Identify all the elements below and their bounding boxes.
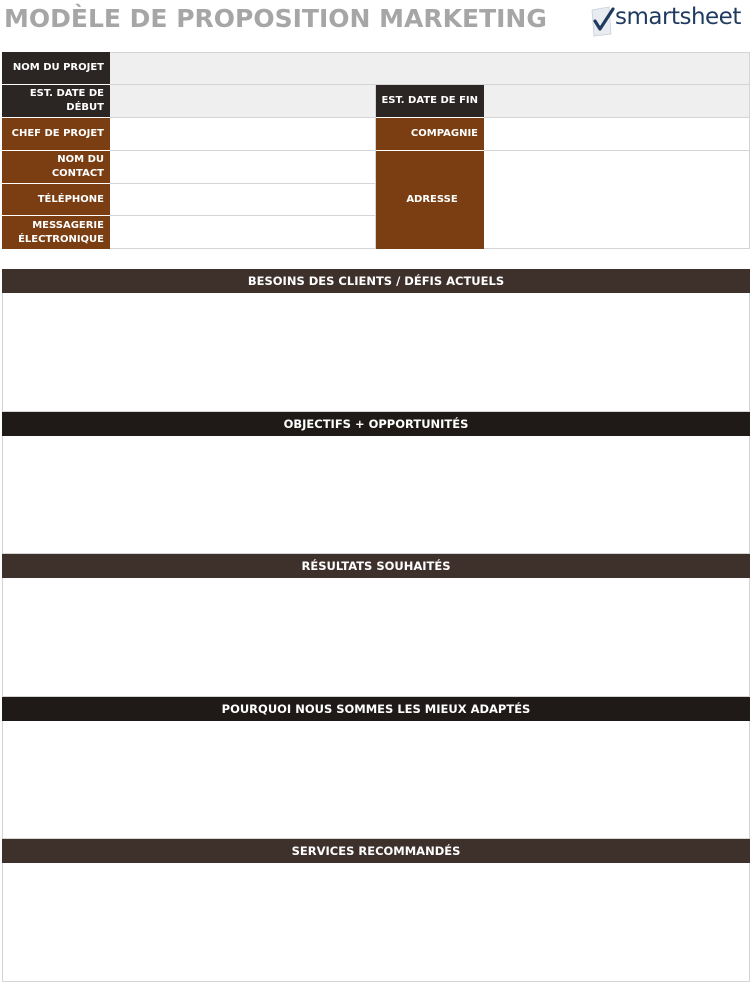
section-body-field[interactable] [2,436,750,554]
section-objectives [2,412,750,554]
address-field[interactable] [484,151,750,249]
project-info-table [2,52,750,249]
start-date-field[interactable] [110,85,376,118]
section-header: POURQUOI NOUS SOMMES LES MIEUX ADAPTÉS [2,697,750,721]
start-date-label: EST. DATE DE DÉBUT [2,85,110,118]
smartsheet-logo [589,2,751,38]
contact-name-label: NOM DU CONTACT [2,151,110,184]
page-title: MODÈLE DE PROPOSITION MARKETING [4,4,547,33]
section-desired-results [2,554,750,697]
project-name-label: NOM DU PROJET [2,52,110,85]
company-label: COMPAGNIE [376,118,484,151]
section-body-field[interactable] [2,863,750,982]
section-body-field[interactable] [2,578,750,697]
end-date-label: EST. DATE DE FIN [376,85,484,118]
project-manager-label: CHEF DE PROJET [2,118,110,151]
section-why-us [2,697,750,839]
section-client-needs [2,269,750,412]
logo-text: smartsheet [615,4,741,30]
company-field[interactable] [484,118,750,151]
end-date-field[interactable] [484,85,750,118]
section-body-field[interactable] [2,293,750,412]
section-header: SERVICES RECOMMANDÉS [2,839,750,863]
section-recommended-services [2,839,750,982]
section-header: RÉSULTATS SOUHAITÉS [2,554,750,578]
email-label: MESSAGERIE ÉLECTRONIQUE [2,216,110,249]
project-name-field[interactable] [110,52,750,85]
contact-name-field[interactable] [110,151,376,184]
email-field[interactable] [110,216,376,249]
section-body-field[interactable] [2,721,750,839]
section-header: OBJECTIFS + OPPORTUNITÉS [2,412,750,436]
address-label: ADRESSE [376,151,484,249]
project-manager-field[interactable] [110,118,376,151]
phone-field[interactable] [110,184,376,216]
section-header: BESOINS DES CLIENTS / DÉFIS ACTUELS [2,269,750,293]
phone-label: TÉLÉPHONE [2,184,110,216]
